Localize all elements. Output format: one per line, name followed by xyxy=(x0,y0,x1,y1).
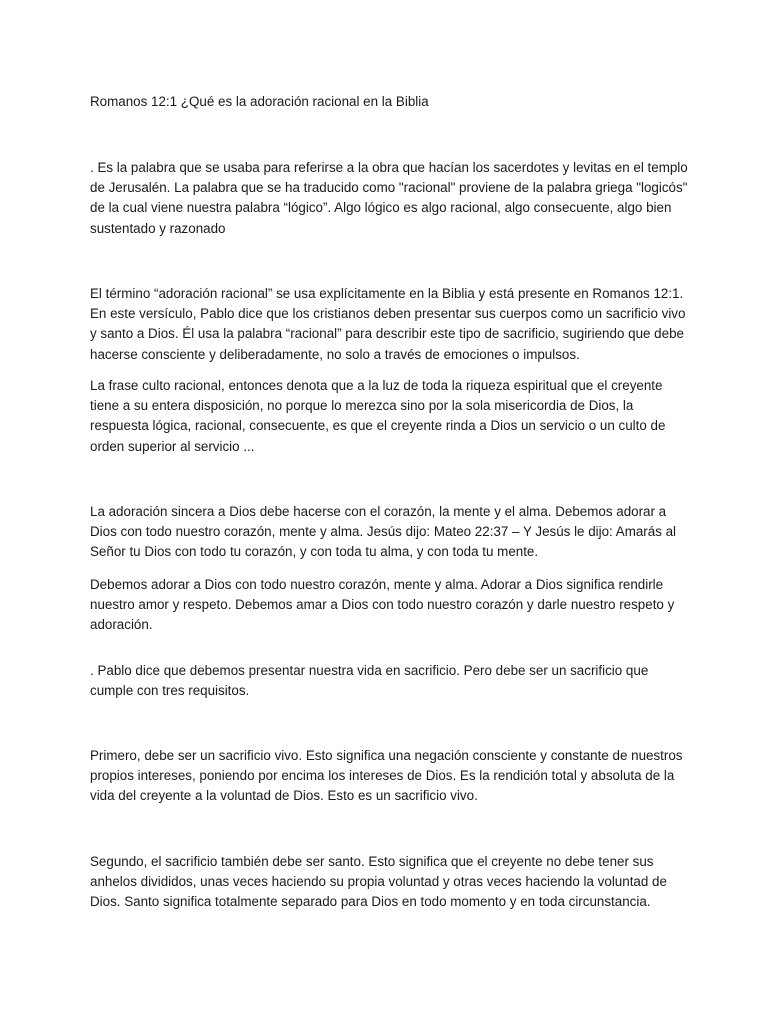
paragraph-adorar-corazon-mente-alma: Debemos adorar a Dios con todo nuestro corazón, mente y alma. Adorar a Dios significa rendirle nuestro amor y respeto. Debemos amar a Dios con todo nuestro corazón y darle nuestro respeto y adoración. xyxy=(90,577,675,633)
paragraph-segundo-sacrificio-santo: Segundo, el sacrificio también debe ser santo. Esto significa que el creyente no debe tener sus anhelos divididos, unas veces haciendo su propia voluntad y otras veces haciendo la voluntad de Dios. Santo significa totalmente separado para Dios en todo momento y en toda circunstancia. xyxy=(90,854,667,910)
paragraph-primero-sacrificio-vivo: Primero, debe ser un sacrificio vivo. Esto significa una negación consciente y constante de nuestros propios intereses, poniendo por encima los intereses de Dios. Es la rendición total y absoluta de la vida del creyente a la voluntad de Dios. Esto es un sacrificio vivo. xyxy=(90,748,683,804)
paragraph-adoracion-sincera: La adoración sincera a Dios debe hacerse con el corazón, la mente y el alma. Debemos adorar a Dios con todo nuestro corazón, mente y alma. Jesús dijo: Mateo 22:37 – Y Jesús le dijo: Amarás al Señor tu Dios con todo tu corazón, y con toda tu alma, y con toda tu mente. xyxy=(90,504,677,560)
paragraph-frase-culto-racional: La frase culto racional, entonces denota que a la luz de toda la riqueza espiritual que el creyente tiene a su entera disposición, no porque lo merezca sino por la sola misericordia de Dios, la respuesta lógica, racional, consecuente, es que el creyente rinda a Dios un servicio o un culto de orden superior al servicio ... xyxy=(90,378,666,454)
paragraph-palabra-racional: . Es la palabra que se usaba para referirse a la obra que hacían los sacerdotes y levitas en el templo de Jerusalén. La palabra que se ha traducido como "racional" proviene de la palabra griega "logicós" de la cual viene nuestra palabra “lógico”. Algo lógico es algo racional, algo consecuente, algo bien sustentado y razonado xyxy=(90,160,688,236)
document-title: Romanos 12:1 ¿Qué es la adoración racional en la Biblia xyxy=(90,94,429,109)
paragraph-pablo-sacrificio: . Pablo dice que debemos presentar nuestra vida en sacrificio. Pero debe ser un sacrificio que cumple con tres requisitos. xyxy=(90,663,649,699)
paragraph-termino-adoracion-racional: El término “adoración racional” se usa explícitamente en la Biblia y está presente en Romanos 12:1. En este versículo, Pablo dice que los cristianos deben presentar sus cuerpos como un sacrificio vivo y santo a Dios. Él usa la palabra “racional” para describir este tipo de sacrificio, sugiriendo que debe hacerse consciente y deliberadamente, no solo a través de emociones o impulsos. xyxy=(90,286,686,362)
